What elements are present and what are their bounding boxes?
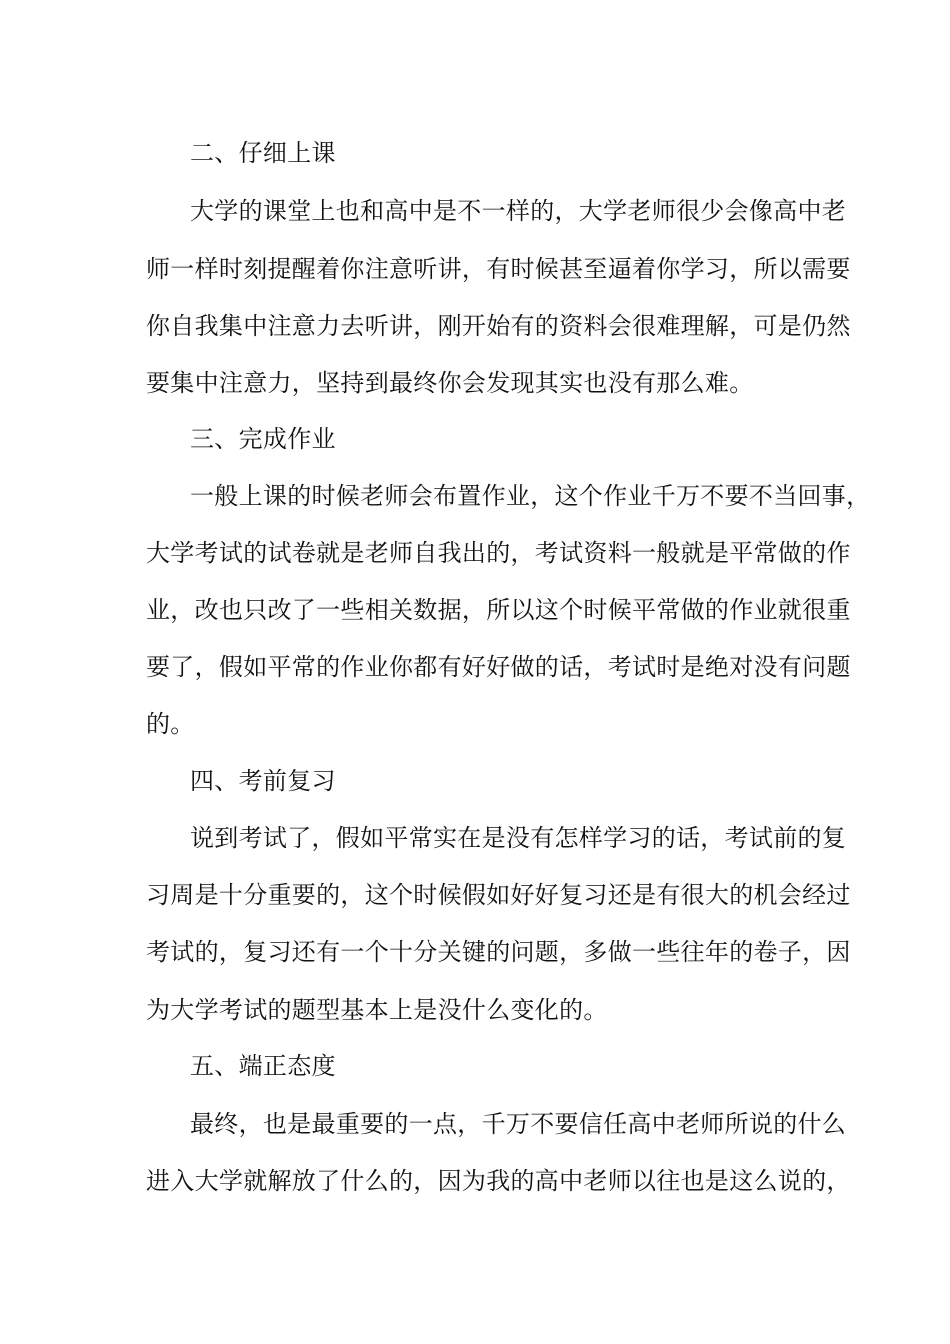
paragraph-line: 大学考试的试卷就是老师自我出的，考试资料一般就是平常做的作 <box>146 539 851 567</box>
paragraph-line: 要集中注意力，坚持到最终你会发现其实也没有那么难。 <box>146 369 754 397</box>
paragraph-line: 考试的，复习还有一个十分关键的问题，多做一些往年的卷子，因 <box>146 938 851 966</box>
section-heading: 四、考前复习 <box>190 767 336 795</box>
paragraph-line: 大学的课堂上也和高中是不一样的，大学老师很少会像高中老 <box>190 197 847 225</box>
paragraph-line: 一般上课的时候老师会布置作业，这个作业千万不要不当回事， <box>190 482 871 510</box>
paragraph-line: 进入大学就解放了什么的，因为我的高中老师以往也是这么说的， <box>146 1167 851 1195</box>
paragraph-line: 说到考试了，假如平常实在是没有怎样学习的话，考试前的复 <box>190 824 847 852</box>
paragraph-line: 习周是十分重要的，这个时候假如好好复习还是有很大的机会经过 <box>146 881 851 909</box>
section-heading: 二、仔细上课 <box>190 139 336 167</box>
section-heading: 五、端正态度 <box>190 1052 336 1080</box>
paragraph-line: 的。 <box>146 710 195 738</box>
paragraph-line: 业，改也只改了一些相关数据，所以这个时候平常做的作业就很重 <box>146 596 851 624</box>
section-heading: 三、完成作业 <box>190 425 336 453</box>
paragraph-line: 最终，也是最重要的一点，千万不要信任高中老师所说的什么 <box>190 1110 847 1138</box>
paragraph-line: 为大学考试的题型基本上是没什么变化的。 <box>146 996 608 1024</box>
paragraph-line: 你自我集中注意力去听讲，刚开始有的资料会很难理解，可是仍然 <box>146 312 851 340</box>
paragraph-line: 要了，假如平常的作业你都有好好做的话，考试时是绝对没有问题 <box>146 653 851 681</box>
paragraph-line: 师一样时刻提醒着你注意听讲，有时候甚至逼着你学习，所以需要 <box>146 255 851 283</box>
